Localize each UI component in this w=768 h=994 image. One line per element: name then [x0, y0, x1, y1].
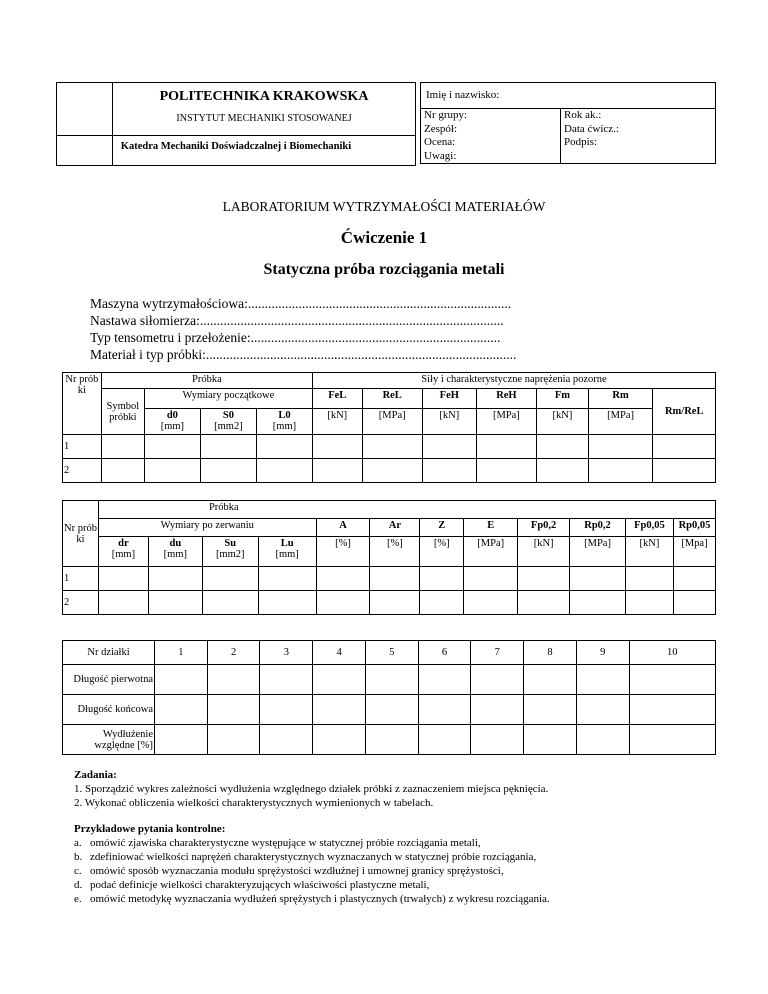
row-label: Wydłużenie względne [%] [63, 725, 155, 755]
signature-label: Podpis: [564, 136, 598, 148]
notes-label: Uwagi: [424, 149, 457, 162]
du-unit: [mm] [163, 549, 187, 560]
du-header: du [169, 538, 182, 549]
col-4: 4 [313, 641, 366, 665]
e-header: E [464, 519, 518, 537]
nr-header: Nr prób ki [63, 373, 102, 435]
col-2: 2 [207, 641, 260, 665]
su-unit: [mm2] [215, 549, 245, 560]
col-5: 5 [365, 641, 418, 665]
ar-header: Ar [370, 519, 420, 537]
question-item [74, 864, 550, 878]
question-item [74, 878, 550, 892]
question-item [74, 892, 550, 906]
fp005-header: Fp0,05 [625, 519, 673, 537]
nr-header-2: Nr prób ki [63, 501, 99, 567]
probka-header: Próbka [101, 373, 312, 389]
col-10: 10 [629, 641, 715, 665]
question-item [74, 836, 550, 850]
rp02-header: Rp0,2 [570, 519, 626, 537]
fp005-unit: [kN] [625, 537, 673, 567]
s0-header: S0 [222, 410, 234, 421]
question-letter: e. [74, 893, 82, 905]
question-text: omówić sposób wyznaczania modułu sprężystości wzdłużnej i umownej granicy sprężystości, [90, 865, 504, 877]
feh-header: FeH [422, 389, 476, 409]
table-row [63, 435, 716, 459]
info-fields [90, 295, 516, 363]
a-header: A [316, 519, 370, 537]
rm-unit: [MPa] [588, 409, 653, 435]
exercise-subtitle: Statyczna próba rozciągania metali [263, 261, 505, 278]
reh-unit: [MPa] [476, 409, 536, 435]
header-student-box [420, 82, 716, 164]
dr-unit: [mm] [111, 549, 136, 560]
date-label: Data ćwicz.: [564, 122, 619, 135]
question-letter: a. [74, 837, 82, 849]
a-unit: [%] [316, 537, 370, 567]
row-number: 2 [63, 591, 99, 615]
fm-unit: [kN] [537, 409, 589, 435]
gauge-length-table [62, 640, 716, 755]
l0-unit: [mm] [272, 421, 297, 432]
su-header: Su [224, 538, 237, 549]
table-row [63, 567, 716, 591]
rm-header: Rm [588, 389, 653, 409]
question-text: zdefiniować wielkości naprężeń charakterystycznych wyznaczanych w statycznej próbie rozciągania, [90, 851, 537, 863]
logo-placeholder [57, 83, 113, 165]
lab-title: LABORATORIUM WYTRZYMAŁOŚCI MATERIAŁÓW [222, 199, 546, 214]
fp02-unit: [kN] [518, 537, 570, 567]
questions-title: Przykładowe pytania kontrolne: [74, 823, 226, 835]
question-item [74, 850, 550, 864]
year-label: Rok ak.: [564, 109, 602, 121]
question-text: podać definicje wielkości charakteryzujących właściwości plastyczne metali, [90, 879, 430, 891]
table-row [63, 591, 716, 615]
z-header: Z [420, 519, 464, 537]
col-7: 7 [471, 641, 524, 665]
z-unit: [%] [420, 537, 464, 567]
question-letter: d. [74, 879, 83, 891]
lu-header: Lu [280, 538, 294, 549]
feh-unit: [kN] [422, 409, 476, 435]
team-label: Zespół: [424, 122, 457, 135]
table-row [63, 665, 716, 695]
grade-label: Ocena: [424, 136, 456, 148]
field-tensometer[interactable]: Typ tensometru i przełożenie:.......................................................................... [90, 330, 501, 345]
initial-dimensions-table [62, 372, 716, 483]
symbol-header: Symbol próbki [101, 389, 144, 435]
question-text: omówić zjawiska charakterystyczne występujące w statycznej próbie rozciągania metali, [90, 837, 481, 849]
col-6: 6 [418, 641, 471, 665]
question-text: omówić metodykę wyznaczania wydłużeń sprężystych i plastycznych (trwałych) z wykresu rozciągania. [90, 893, 550, 905]
name-label: Imię i nazwisko: [426, 89, 500, 101]
fel-header: FeL [312, 389, 362, 409]
exercise-title: Ćwiczenie 1 [340, 228, 428, 247]
row-label: Długość końcowa [63, 695, 155, 725]
col-9: 9 [576, 641, 629, 665]
e-unit: [MPa] [464, 537, 518, 567]
fracture-dims-header: Wymiary po zerwaniu [98, 519, 316, 537]
lu-unit: [mm] [275, 549, 299, 560]
ratio-header: Rm/ReL [653, 389, 716, 435]
question-letter: c. [74, 865, 82, 877]
row-number: 1 [63, 435, 102, 459]
l0-header: L0 [278, 410, 291, 421]
rp02-unit: [MPa] [570, 537, 626, 567]
nr-dzialki-header: Nr działki [63, 641, 155, 665]
table-row [63, 725, 716, 755]
reh-header: ReH [476, 389, 536, 409]
field-machine[interactable]: Maszyna wytrzymałościowa:.............................................................................. [90, 296, 512, 311]
institute-name: INSTYTUT MECHANIKI STOSOWANEJ [176, 113, 352, 124]
col-1: 1 [155, 641, 208, 665]
field-material[interactable]: Materiał i typ próbki:............................................................................................ [90, 347, 517, 362]
probka-header-2: Próbka [98, 501, 715, 519]
dr-header: dr [118, 538, 129, 549]
group-label: Nr grupy: [424, 109, 468, 121]
tasks-section [74, 768, 550, 906]
ar-unit: [%] [370, 537, 420, 567]
col-3: 3 [260, 641, 313, 665]
rp005-unit: [Mpa] [673, 537, 715, 567]
university-name: POLITECHNIKA KRAKOWSKA [159, 89, 369, 104]
rp005-header: Rp0,05 [673, 519, 715, 537]
fp02-header: Fp0,2 [518, 519, 570, 537]
fm-header: Fm [537, 389, 589, 409]
rel-unit: [MPa] [362, 409, 422, 435]
tasks-title: Zadania: [74, 769, 117, 781]
post-fracture-table [62, 500, 716, 615]
forces-header: Siły i charakterystyczne naprężenia pozorne [312, 373, 715, 389]
fel-unit: [kN] [312, 409, 362, 435]
col-8: 8 [524, 641, 577, 665]
question-letter: b. [74, 851, 83, 863]
d0-header: d0 [166, 410, 178, 421]
d0-unit: [mm] [160, 421, 185, 432]
task-item: 1. Sporządzić wykres zależności wydłużenia względnego działek próbki z zaznaczeniem miejsca pęknięcia. [74, 783, 549, 795]
row-number: 2 [63, 459, 102, 483]
header-institution-box [56, 82, 416, 166]
initial-dims-header: Wymiary początkowe [144, 389, 312, 409]
field-setting[interactable]: Nastawa siłomierza:.......................................................................................... [90, 313, 504, 328]
row-label: Długość pierwotna [63, 665, 155, 695]
department-name: Katedra Mechaniki Doświadczalnej i Biomechaniki [120, 141, 352, 152]
table-row [63, 459, 716, 483]
row-number: 1 [63, 567, 99, 591]
task-item: 2. Wykonać obliczenia wielkości charakterystycznych wymienionych w tabelach. [74, 797, 434, 809]
table-row [63, 695, 716, 725]
s0-unit: [mm2] [214, 421, 243, 432]
rel-header: ReL [362, 389, 422, 409]
